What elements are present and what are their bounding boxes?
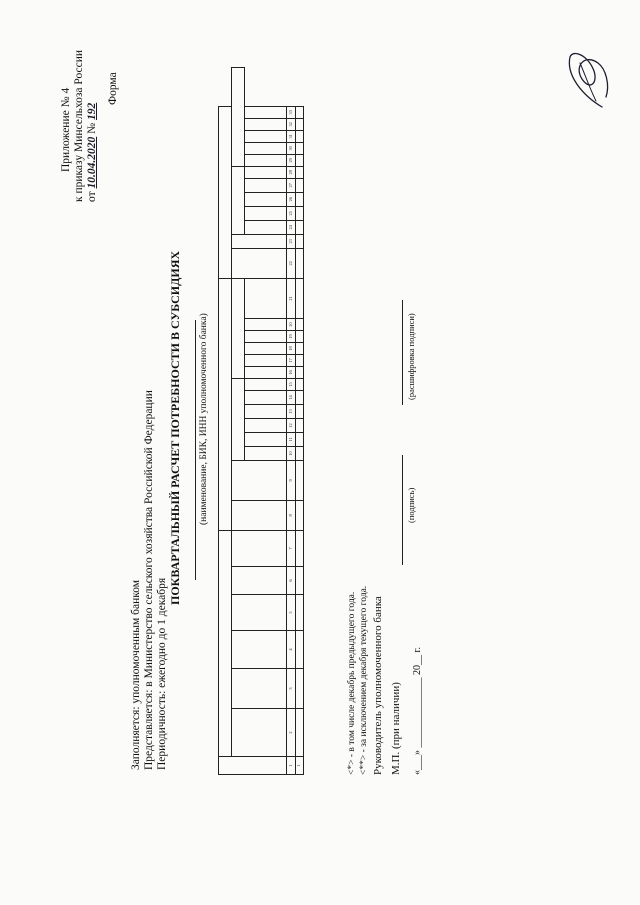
header-cell: [232, 595, 287, 631]
name-caption: (расшифровка подписи): [406, 313, 416, 400]
handwritten-signature: [560, 45, 615, 115]
header-cell: [245, 178, 287, 192]
table-cell: [296, 192, 304, 206]
header-cell: [232, 460, 287, 500]
table-cell: [296, 460, 304, 500]
footnotes: [346, 586, 370, 775]
column-number-cell: 5: [287, 595, 296, 631]
column-number-cell: 1: [287, 757, 296, 775]
header-cell: [245, 192, 287, 206]
column-number-cell: 18: [287, 342, 296, 354]
stamp-label: М.П. (при наличии): [390, 682, 402, 775]
header-cell: [232, 709, 287, 757]
table-cell: [296, 142, 304, 154]
table-cell: [296, 278, 304, 318]
table-cell: [296, 378, 304, 390]
column-number-cell: 30: [287, 142, 296, 154]
header-cell: [232, 567, 287, 595]
header-cell: [245, 418, 287, 432]
column-number-cell: 15: [287, 378, 296, 390]
column-number-cell: 25: [287, 206, 296, 220]
header-cell: [245, 330, 287, 342]
table-row: [296, 68, 304, 775]
header-cell: [245, 354, 287, 366]
header-cell: [245, 130, 287, 142]
column-number-cell: 12: [287, 418, 296, 432]
handwritten-number: 192: [86, 102, 98, 121]
header-cell-planned-due: [232, 68, 245, 167]
signature-line: [402, 455, 403, 565]
table-cell: [296, 567, 304, 595]
header-cell: [245, 154, 287, 166]
table-cell: [296, 318, 304, 330]
date-quote: «___» ______________ 20__ г.: [412, 647, 423, 775]
number-sign: №: [86, 122, 98, 134]
footnote-1: <*> - в том числе декабрь предыдущего года.: [347, 591, 357, 775]
periodicity-line: Периодичность: ежегодно до 1 декабря: [156, 577, 168, 770]
header-cell: [232, 631, 287, 669]
table-cell: [296, 669, 304, 709]
column-number-cell: 6: [287, 567, 296, 595]
table-cell: [296, 595, 304, 631]
table-cell: [296, 366, 304, 378]
header-cell-paid: [219, 278, 232, 530]
table-cell: [296, 154, 304, 166]
bank-name-line: [195, 320, 196, 580]
table-cell: [296, 530, 304, 566]
header-cell: [245, 278, 287, 318]
column-number-cell: 2: [287, 709, 296, 757]
header-cell: [232, 669, 287, 709]
header-cell: [232, 248, 287, 278]
column-number-cell: 29: [287, 154, 296, 166]
column-number-cell: 17: [287, 354, 296, 366]
submitted-to-line: Представляется: в Министерство сельского хозяйства Российской Федерации: [143, 390, 155, 770]
column-number-cell: 31: [287, 130, 296, 142]
header-cell: [245, 342, 287, 354]
date-prefix: от: [86, 191, 98, 202]
header-cell: [245, 446, 287, 460]
header-cell-planned-volume: [232, 166, 245, 234]
table-cell: [296, 166, 304, 178]
header-block: [130, 390, 169, 770]
header-cell-number: [219, 757, 287, 775]
column-number-cell: 20: [287, 318, 296, 330]
column-number-cell: 3: [287, 669, 296, 709]
table-cell: [296, 418, 304, 432]
table-cell: [296, 220, 304, 234]
header-cell: [245, 404, 287, 418]
header-cell: [232, 234, 287, 248]
table-cell: [296, 404, 304, 418]
table-cell: [296, 248, 304, 278]
bank-caption: (наименование, БИК, ИНН уполномоченного банка): [199, 313, 209, 525]
column-number-cell: 27: [287, 178, 296, 192]
header-cell-transferred: [232, 378, 245, 460]
table-cell: [296, 446, 304, 460]
table-cell: [296, 234, 304, 248]
header-cell: [245, 366, 287, 378]
appendix-order-line: к приказу Минсельхоза России: [73, 49, 85, 202]
column-number-cell: 33: [287, 106, 296, 118]
table-cell: [296, 709, 304, 757]
column-number-cell: 23: [287, 234, 296, 248]
table-cell: 1: [296, 757, 304, 775]
column-number-cell: 8: [287, 500, 296, 530]
header-cell-due: [232, 278, 245, 378]
handwritten-date: 10.04.2020: [86, 136, 98, 189]
table-cell: [296, 206, 304, 220]
table-cell: [296, 342, 304, 354]
header-cell: [245, 220, 287, 234]
appendix-block: [60, 50, 120, 210]
header-cell: [232, 530, 287, 566]
appendix-date-line: [86, 50, 99, 210]
column-number-cell: 32: [287, 118, 296, 130]
column-number-cell: 13: [287, 404, 296, 418]
header-cell: [245, 166, 287, 178]
header-cell: [245, 378, 287, 390]
table-cell: [296, 178, 304, 192]
header-cell: [232, 500, 287, 530]
table-cell: [296, 500, 304, 530]
name-line: [402, 300, 403, 405]
header-cell: [245, 318, 287, 330]
column-number-cell: 9: [287, 460, 296, 500]
column-number-cell: 16: [287, 366, 296, 378]
header-cell: [245, 118, 287, 130]
header-cell: [245, 432, 287, 446]
table-cell: [296, 432, 304, 446]
column-number-cell: 22: [287, 248, 296, 278]
header-cell-planned: [219, 106, 232, 278]
column-number-row: [287, 68, 296, 775]
table-cell: [296, 330, 304, 342]
document-title: ПОКВАРТАЛЬНЫЙ РАСЧЕТ ПОТРЕБНОСТИ В СУБСИДИЯХ: [168, 250, 182, 605]
column-number-cell: 10: [287, 446, 296, 460]
column-number-cell: 11: [287, 432, 296, 446]
table-cell: [296, 118, 304, 130]
table-cell: [296, 106, 304, 118]
column-number-cell: 28: [287, 166, 296, 178]
header-cell: [245, 106, 287, 118]
column-number-cell: 14: [287, 390, 296, 404]
header-cell: [245, 206, 287, 220]
column-number-cell: 4: [287, 631, 296, 669]
column-number-cell: 21: [287, 278, 296, 318]
subsidy-table: [218, 67, 304, 775]
head-of-bank-label: Руководитель уполномоченного банка: [372, 596, 384, 775]
column-number-cell: 19: [287, 330, 296, 342]
column-number-cell: 26: [287, 192, 296, 206]
header-cell: [245, 142, 287, 154]
fills-line: Заполняется: уполномоченным банком: [130, 579, 142, 770]
appendix-title: Приложение № 4: [60, 87, 72, 172]
header-cell: [245, 390, 287, 404]
table-cell: [296, 130, 304, 142]
header-cell-general-info: [219, 530, 232, 756]
form-label: Форма: [107, 72, 119, 105]
column-number-cell: 24: [287, 220, 296, 234]
footnote-2: <**> - за исключением декабря текущего года.: [359, 585, 369, 775]
signature-caption: (подпись): [406, 487, 416, 523]
column-number-cell: 7: [287, 530, 296, 566]
table-cell: [296, 631, 304, 669]
table-cell: [296, 390, 304, 404]
table-cell: [296, 354, 304, 366]
